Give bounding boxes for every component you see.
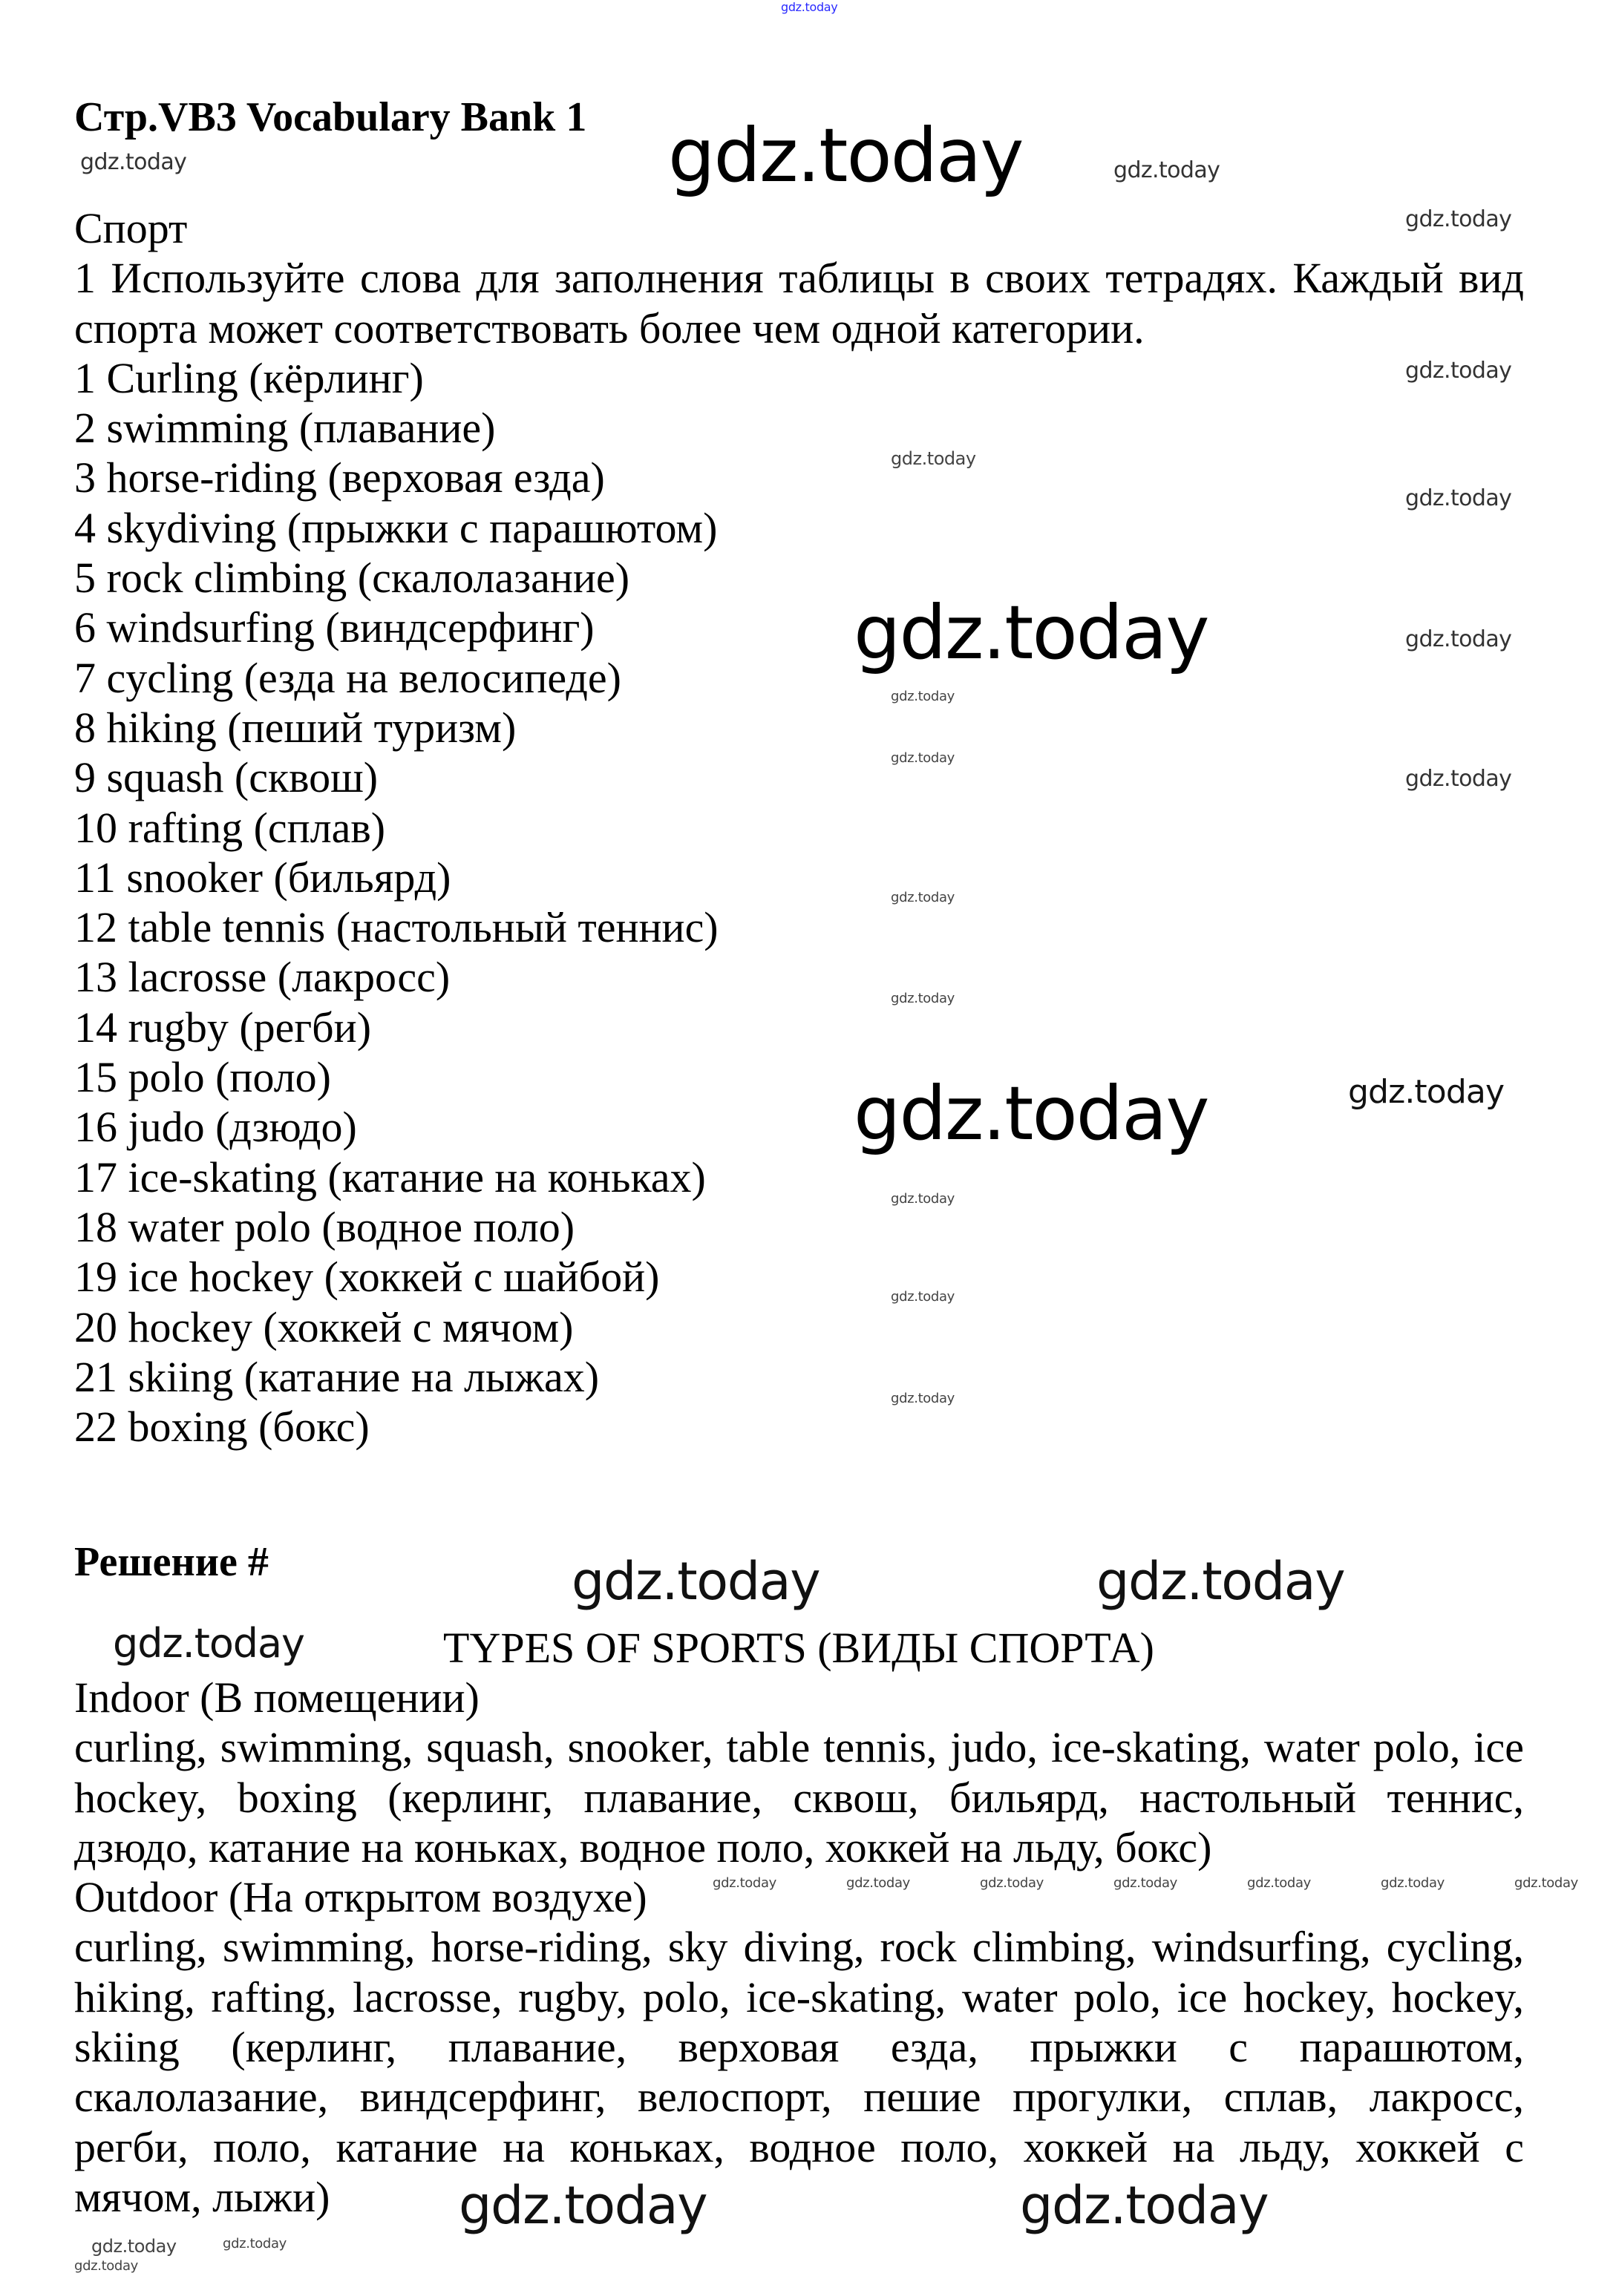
- vocabulary-item: 13 lacrosse (лакросс): [74, 953, 451, 1002]
- indoor-line: hockey, boxing (керлинг, плавание, сквош, бильярд, настольный теннис,: [74, 1773, 1524, 1822]
- exercise-section: [74, 203, 1524, 1452]
- vocabulary-item: 8 hiking (пеший туризм): [74, 703, 517, 752]
- vocabulary-item: 11 snooker (бильярд): [74, 853, 451, 902]
- outdoor-line: мячом, лыжи): [74, 2172, 330, 2221]
- watermark: gdz.today: [74, 2258, 138, 2274]
- vocabulary-item: 5 rock climbing (скалолазание): [74, 554, 630, 603]
- watermark: gdz.today: [1020, 2175, 1269, 2236]
- watermark: gdz.today: [1113, 1875, 1177, 1891]
- vocabulary-item: 1 Curling (кёрлинг): [74, 353, 424, 402]
- watermark: gdz.today: [80, 149, 187, 175]
- vocabulary-item: 17 ice-skating (катание на коньках): [74, 1152, 706, 1201]
- watermark: gdz.today: [113, 1620, 304, 1667]
- watermark: gdz.today: [980, 1875, 1044, 1891]
- watermark: gdz.today: [854, 1070, 1208, 1157]
- vocabulary-item: 3 horse-riding (верховая езда): [74, 453, 605, 502]
- vocabulary-item: 10 rafting (сплав): [74, 803, 386, 852]
- vocabulary-item: 12 table tennis (настольный теннис): [74, 903, 719, 952]
- instruction-line: 1 Используйте слова для заполнения таблицы в своих тетрадях. Каждый вид: [74, 254, 1524, 303]
- vocabulary-item: 2 swimming (плавание): [74, 404, 496, 453]
- outdoor-line: curling, swimming, horse-riding, sky diving, rock climbing, windsurfing, cycling,: [74, 1923, 1524, 1972]
- watermark: gdz.today: [459, 2175, 707, 2236]
- watermark: gdz.today: [1096, 1551, 1345, 1612]
- vocabulary-item: 15 polo (поло): [74, 1053, 331, 1102]
- indoor-label: Indoor (В помещении): [74, 1673, 480, 1722]
- vocabulary-item: 19 ice hockey (хоккей с шайбой): [74, 1253, 660, 1302]
- vocabulary-item: 7 cycling (езда на велосипеде): [74, 653, 621, 702]
- watermark: gdz.today: [223, 2236, 287, 2251]
- indoor-line: дзюдо, катание на коньках, водное поло, хоккей на льду, бокс): [74, 1823, 1212, 1872]
- outdoor-line: скалолазание, виндсерфинг, велоспорт, пешие прогулки, сплав, лакросс,: [74, 2073, 1524, 2122]
- outdoor-line: регби, поло, катание на коньках, водное поло, хоккей на льду, хоккей с: [74, 2122, 1524, 2171]
- outdoor-line: hiking, rafting, lacrosse, rugby, polo, ice-skating, water polo, ice hockey, hockey,: [74, 1972, 1524, 2021]
- watermark: gdz.today: [1514, 1875, 1578, 1891]
- watermark: gdz.today: [1405, 485, 1512, 511]
- watermark: gdz.today: [891, 1289, 955, 1305]
- outdoor-line: skiing (керлинг, плавание, верховая езда, прыжки с парашютом,: [74, 2023, 1524, 2072]
- watermark: gdz.today: [846, 1875, 910, 1891]
- instruction-line: спорта может соответствовать более чем одной категории.: [74, 304, 1145, 352]
- solution-section: [74, 1673, 1524, 2222]
- vocabulary-item: 20 hockey (хоккей с мячом): [74, 1302, 574, 1351]
- watermark: gdz.today: [891, 750, 955, 766]
- vocabulary-item: 22 boxing (бокс): [74, 1403, 370, 1452]
- watermark: gdz.today: [1381, 1875, 1445, 1891]
- watermark: gdz.today: [891, 448, 976, 469]
- watermark: gdz.today: [1405, 206, 1512, 232]
- vocabulary-item: 6 windsurfing (виндсерфинг): [74, 603, 595, 652]
- watermark: gdz.today: [891, 689, 955, 704]
- watermark: gdz.today: [91, 2236, 177, 2257]
- watermark: gdz.today: [1113, 157, 1220, 183]
- watermark: gdz.today: [854, 589, 1208, 676]
- section-heading: Спорт: [74, 204, 188, 252]
- watermark: gdz.today: [891, 1191, 955, 1207]
- vocabulary-item: 18 water polo (водное поло): [74, 1202, 575, 1251]
- watermark: gdz.today: [891, 991, 955, 1006]
- indoor-line: curling, swimming, squash, snooker, table tennis, judo, ice-skating, water polo, ice: [74, 1723, 1524, 1772]
- watermark: gdz.today: [891, 890, 955, 905]
- watermark: gdz.today: [781, 0, 838, 14]
- watermark: gdz.today: [1405, 626, 1512, 652]
- watermark: gdz.today: [1405, 358, 1512, 384]
- watermark: gdz.today: [1348, 1073, 1505, 1111]
- page-title: Стр.VB3 Vocabulary Bank 1: [74, 94, 587, 140]
- vocabulary-item: 4 skydiving (прыжки с парашютом): [74, 503, 718, 552]
- watermark: gdz.today: [1405, 766, 1512, 792]
- outdoor-label: Outdoor (На открытом воздухе): [74, 1873, 647, 1922]
- watermark: gdz.today: [713, 1875, 776, 1891]
- vocabulary-item: 9 squash (сквош): [74, 753, 379, 802]
- vocabulary-item: 14 rugby (регби): [74, 1003, 372, 1052]
- solution-heading: Решение #: [74, 1539, 269, 1585]
- watermark: gdz.today: [572, 1551, 820, 1612]
- vocabulary-item: 21 skiing (катание на лыжах): [74, 1352, 600, 1401]
- vocabulary-list: [74, 353, 1524, 1452]
- watermark: gdz.today: [668, 112, 1023, 199]
- watermark: gdz.today: [1247, 1875, 1311, 1891]
- watermark: gdz.today: [891, 1391, 955, 1406]
- table-title: TYPES OF SPORTS (ВИДЫ СПОРТА): [443, 1624, 1154, 1672]
- vocabulary-item: 16 judo (дзюдо): [74, 1103, 357, 1152]
